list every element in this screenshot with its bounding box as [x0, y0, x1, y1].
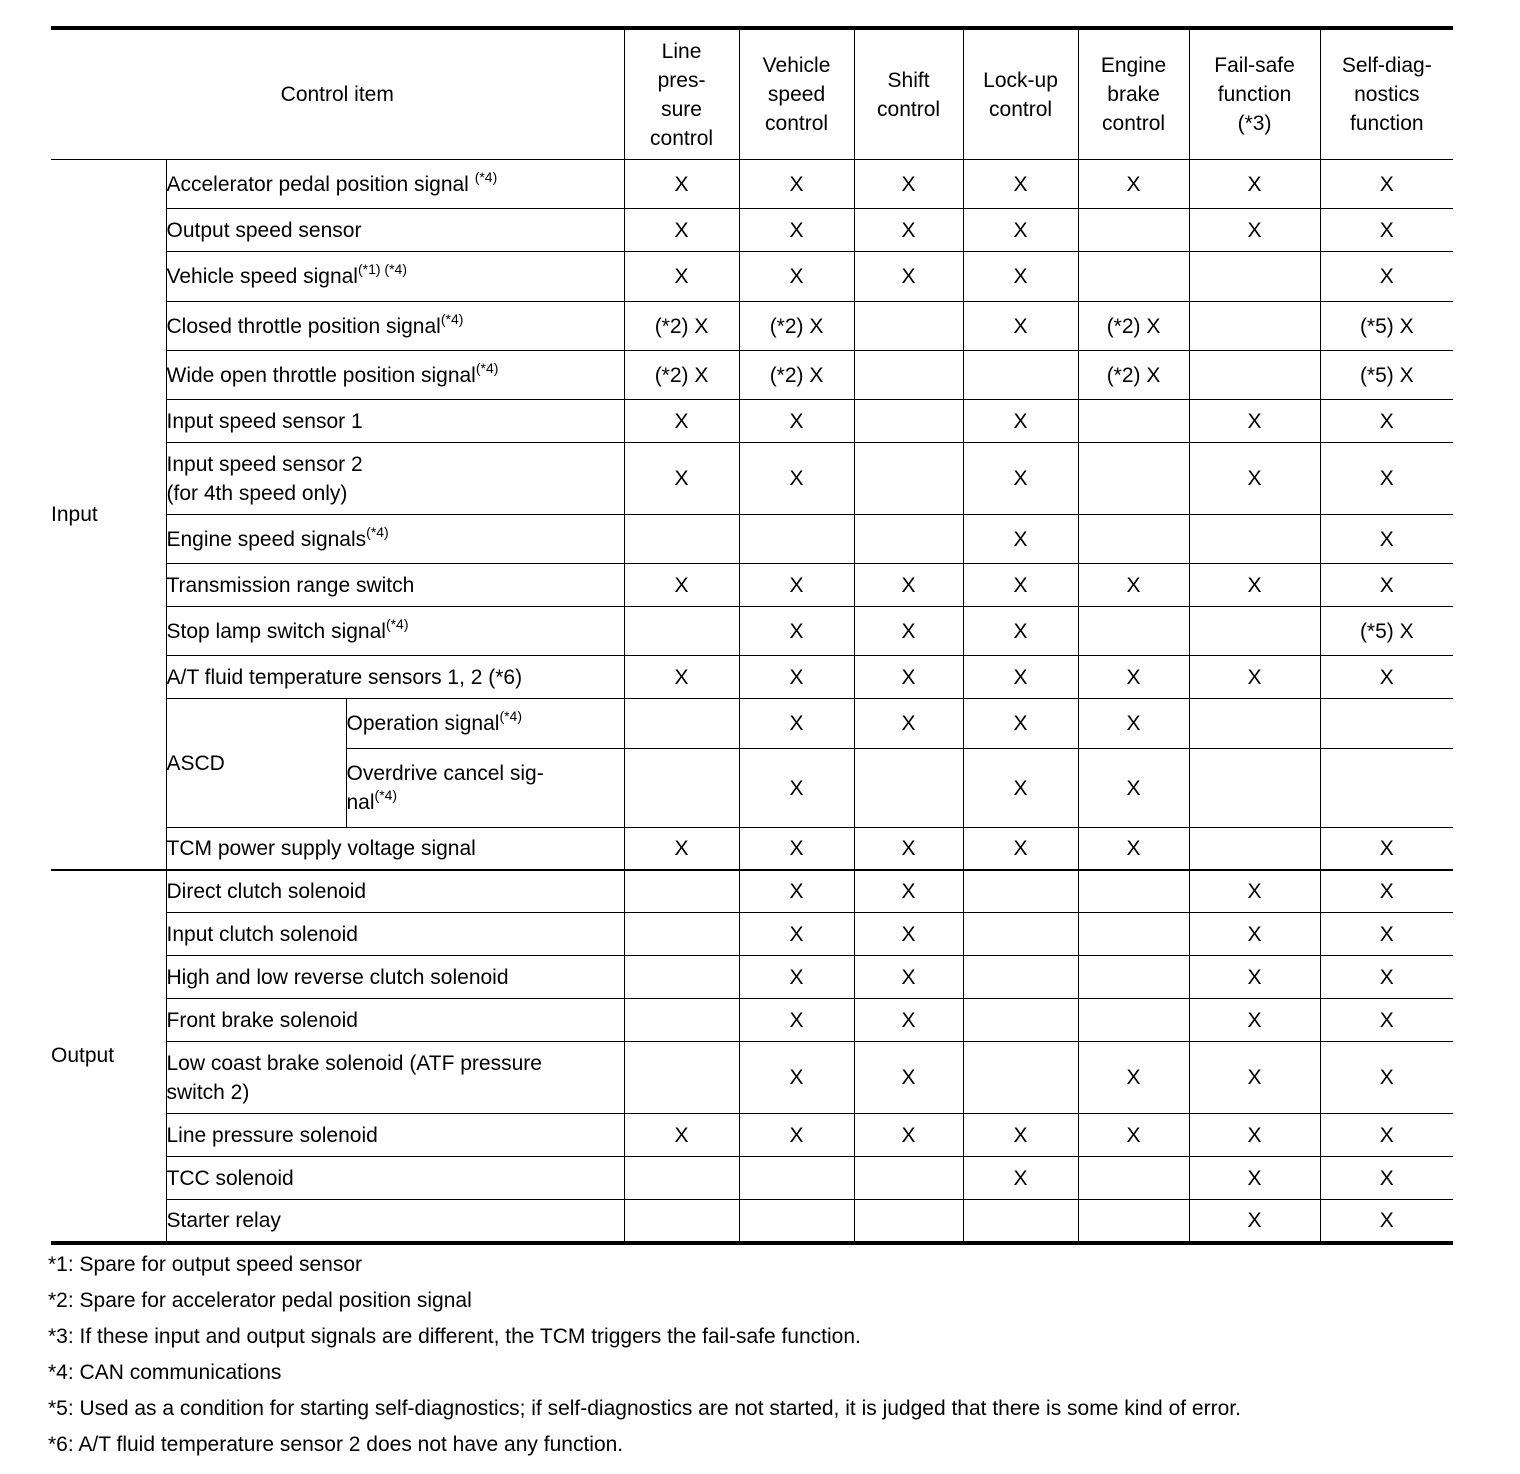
table-cell [963, 1200, 1078, 1243]
table-cell: X [963, 699, 1078, 749]
table-cell: (*2) X [624, 302, 739, 351]
table-cell: X [854, 956, 963, 999]
table-cell: X [739, 870, 854, 913]
table-cell [1189, 749, 1320, 828]
table-cell [854, 302, 963, 351]
row-label: Front brake solenoid [166, 999, 624, 1042]
table-cell: (*2) X [739, 302, 854, 351]
table-cell: X [1078, 1042, 1189, 1114]
table-cell: X [963, 515, 1078, 564]
table-cell [854, 1200, 963, 1243]
table-cell: X [624, 252, 739, 302]
table-cell: X [963, 443, 1078, 515]
table-cell: X [1078, 160, 1189, 209]
control-item-header: Control item [51, 28, 624, 160]
table-cell [739, 1200, 854, 1243]
table-cell [854, 351, 963, 400]
table-row [51, 828, 1453, 870]
table-row [51, 1042, 1453, 1114]
output-group-label: Output [51, 870, 166, 1243]
table-cell: X [1078, 1114, 1189, 1157]
footnote: *6: A/T fluid temperature sensor 2 does not have any function. [48, 1433, 624, 1456]
table-cell [854, 1157, 963, 1200]
table-cell [1189, 515, 1320, 564]
row-label: Input clutch solenoid [166, 913, 624, 956]
table-cell: X [624, 656, 739, 699]
table-cell: X [963, 1114, 1078, 1157]
table-cell [854, 749, 963, 828]
table-cell [963, 956, 1078, 999]
table-cell: X [739, 999, 854, 1042]
table-cell: X [1320, 564, 1453, 607]
footnote: *1: Spare for output speed sensor [48, 1253, 363, 1276]
table-cell: X [624, 400, 739, 443]
table-cell [963, 913, 1078, 956]
row-label: Input speed sensor 2 (for 4th speed only) [166, 443, 624, 515]
row-label: Input speed sensor 1 [166, 400, 624, 443]
table-cell: X [624, 209, 739, 252]
table-cell: X [739, 656, 854, 699]
row-label: Closed throttle position signal$^{(*4)}$ [166, 302, 624, 351]
table-cell [963, 1042, 1078, 1114]
row-label: Transmission range switch [166, 564, 624, 607]
table-row [51, 956, 1453, 999]
table-cell [1078, 1157, 1189, 1200]
table-cell [1078, 515, 1189, 564]
table-cell: X [963, 749, 1078, 828]
table-cell [1078, 209, 1189, 252]
table-cell: X [1320, 999, 1453, 1042]
table-row [51, 160, 1453, 209]
shift-control-header: Shift control [854, 28, 963, 160]
footnote: *4: CAN communications [48, 1361, 282, 1384]
table-cell: X [1078, 828, 1189, 870]
line-pressure-control-header: Line pres- sure control [624, 28, 739, 160]
table-cell: X [1189, 913, 1320, 956]
table-cell [1078, 607, 1189, 656]
table-cell: X [963, 400, 1078, 443]
table-cell: X [1189, 209, 1320, 252]
table-cell: X [1078, 749, 1189, 828]
table-cell: X [854, 999, 963, 1042]
table-row [51, 564, 1453, 607]
table-cell [1078, 252, 1189, 302]
table-row [51, 607, 1453, 656]
table-cell: X [1078, 699, 1189, 749]
table-cell: X [1320, 956, 1453, 999]
table-cell: X [1320, 400, 1453, 443]
table-cell: X [1320, 209, 1453, 252]
table-row [51, 1200, 1453, 1243]
table-cell: X [854, 607, 963, 656]
table-cell: X [739, 749, 854, 828]
table-cell: X [1189, 443, 1320, 515]
table-cell: X [1320, 160, 1453, 209]
table-cell: X [1189, 1042, 1320, 1114]
table-row [51, 443, 1453, 515]
table-cell [739, 515, 854, 564]
table-cell: (*2) X [1078, 351, 1189, 400]
table-cell [624, 956, 739, 999]
footnotes [48, 1247, 1468, 1463]
table-cell: X [739, 699, 854, 749]
table-cell: X [624, 564, 739, 607]
row-label: Wide open throttle position signal$^{(*4)}$ [166, 351, 624, 400]
table-cell [1189, 607, 1320, 656]
table-cell: X [854, 913, 963, 956]
row-label: Stop lamp switch signal$^{(*4)}$ [166, 607, 624, 656]
table-cell: (*2) X [1078, 302, 1189, 351]
table-cell: X [1189, 656, 1320, 699]
lock-up-control-header: Lock-up control [963, 28, 1078, 160]
table-cell: X [854, 252, 963, 302]
table-cell [624, 870, 739, 913]
row-label: TCC solenoid [166, 1157, 624, 1200]
table-cell [1189, 302, 1320, 351]
table-cell: X [739, 828, 854, 870]
table-row [51, 252, 1453, 302]
table-cell: X [1320, 443, 1453, 515]
table-cell: X [1189, 870, 1320, 913]
table-row [51, 302, 1453, 351]
row-label: Accelerator pedal position signal $^{(*4)}$ [166, 160, 624, 209]
table-cell [1189, 699, 1320, 749]
table-row [51, 870, 1453, 913]
table-cell: X [854, 564, 963, 607]
table-cell [854, 515, 963, 564]
table-cell: X [739, 1114, 854, 1157]
table-cell: X [963, 607, 1078, 656]
table-cell: X [1189, 1200, 1320, 1243]
table-cell: X [739, 1042, 854, 1114]
table-cell: X [963, 564, 1078, 607]
table-cell [1078, 443, 1189, 515]
table-cell: X [739, 443, 854, 515]
table-cell: X [854, 699, 963, 749]
table-cell: X [854, 656, 963, 699]
footnote-ref: (*4) [475, 359, 499, 376]
table-cell: X [963, 656, 1078, 699]
table-cell: X [854, 160, 963, 209]
row-label: Output speed sensor [166, 209, 624, 252]
table-cell: X [739, 956, 854, 999]
footnote-ref: (*4) [474, 168, 498, 185]
self-diagnostics-function-header: Self-diag- nostics function [1320, 28, 1453, 160]
table-header-row [51, 28, 1453, 160]
table-cell: X [854, 870, 963, 913]
table-cell [624, 1042, 739, 1114]
ascd-group-label: ASCD [166, 699, 346, 828]
row-label: Overdrive cancel sig- nal$^{(*4)}$ [346, 749, 624, 828]
table-cell: X [739, 564, 854, 607]
row-label: Vehicle speed signal$^{(*1) (*4)}$ [166, 252, 624, 302]
table-cell: X [1320, 1042, 1453, 1114]
table-cell [1320, 749, 1453, 828]
table-cell: X [854, 1042, 963, 1114]
table-cell: (*5) X [1320, 302, 1453, 351]
table-cell [963, 351, 1078, 400]
table-row [51, 699, 1453, 749]
footnote: *5: Used as a condition for starting self-diagnostics; if self-diagnostics are not started, it is judged that there is some kind of error. [48, 1397, 1241, 1420]
table-cell: X [854, 209, 963, 252]
table-cell: X [963, 160, 1078, 209]
fail-safe-function-header: Fail-safe function (*3) [1189, 28, 1320, 160]
engine-brake-control-header: Engine brake control [1078, 28, 1189, 160]
table-cell: X [1078, 656, 1189, 699]
row-label: Direct clutch solenoid [166, 870, 624, 913]
table-cell: X [1189, 1157, 1320, 1200]
table-cell: X [1320, 1200, 1453, 1243]
footnote: *3: If these input and output signals are different, the TCM triggers the fail-safe function. [48, 1325, 861, 1348]
table-cell [624, 999, 739, 1042]
table-row [51, 1157, 1453, 1200]
table-cell: X [739, 160, 854, 209]
table-cell: X [963, 1157, 1078, 1200]
table-cell: X [1320, 1114, 1453, 1157]
table-cell [624, 913, 739, 956]
footnote-ref: (*4) [499, 708, 522, 724]
row-label: Engine speed signals$^{(*4)}$ [166, 515, 624, 564]
footnote: *2: Spare for accelerator pedal position signal [48, 1289, 472, 1312]
table-cell: X [1320, 252, 1453, 302]
row-label: Low coast brake solenoid (ATF pressure switch 2) [166, 1042, 624, 1114]
table-cell: X [1189, 564, 1320, 607]
footnote-ref: (*4) [374, 787, 398, 803]
table-cell [624, 699, 739, 749]
table-row [51, 515, 1453, 564]
table-cell [854, 400, 963, 443]
table-cell: X [1189, 1114, 1320, 1157]
table-cell: X [739, 607, 854, 656]
table-row [51, 913, 1453, 956]
table-row [51, 209, 1453, 252]
row-label: Starter relay [166, 1200, 624, 1243]
table-cell [624, 1157, 739, 1200]
table-cell: X [739, 252, 854, 302]
table-cell: X [963, 252, 1078, 302]
table-cell [624, 515, 739, 564]
table-cell [1078, 870, 1189, 913]
table-cell: X [854, 828, 963, 870]
table-cell: X [624, 160, 739, 209]
table-cell [1189, 351, 1320, 400]
table-row [51, 400, 1453, 443]
table-cell: X [1320, 656, 1453, 699]
table-cell: X [1320, 870, 1453, 913]
table-cell: (*5) X [1320, 607, 1453, 656]
table-cell [739, 1157, 854, 1200]
table-cell: X [1189, 956, 1320, 999]
table-row [51, 999, 1453, 1042]
table-cell: X [1189, 400, 1320, 443]
table-cell: (*2) X [739, 351, 854, 400]
row-label: A/T fluid temperature sensors 1, 2 (*6) [166, 656, 624, 699]
table-cell: X [739, 400, 854, 443]
input-group-label: Input [51, 160, 166, 870]
table-row [51, 351, 1453, 400]
table-cell [624, 749, 739, 828]
table-cell [624, 607, 739, 656]
table-cell: X [1320, 1157, 1453, 1200]
control-item-table [51, 26, 1453, 1245]
table-cell: (*2) X [624, 351, 739, 400]
table-body [51, 160, 1453, 1243]
table-cell: X [1320, 828, 1453, 870]
table-cell: X [1320, 913, 1453, 956]
table-cell: X [624, 443, 739, 515]
table-row [51, 656, 1453, 699]
table-cell [1078, 956, 1189, 999]
table-cell [854, 443, 963, 515]
row-label: TCM power supply voltage signal [166, 828, 624, 870]
footnote-ref: (*1) (*4) [357, 261, 407, 277]
table-cell: X [739, 913, 854, 956]
footnote-ref: (*4) [366, 523, 389, 540]
table-cell: X [963, 302, 1078, 351]
table-cell: (*5) X [1320, 351, 1453, 400]
footnote-ref: (*4) [385, 615, 409, 632]
table-cell: X [963, 209, 1078, 252]
table-cell: X [739, 209, 854, 252]
row-label: Operation signal$^{(*4)}$ [346, 699, 624, 749]
table-cell [963, 870, 1078, 913]
table-cell: X [963, 828, 1078, 870]
table-cell [1078, 913, 1189, 956]
row-label: Line pressure solenoid [166, 1114, 624, 1157]
table-cell: X [1189, 160, 1320, 209]
table-cell: X [624, 1114, 739, 1157]
table-row [51, 1114, 1453, 1157]
vehicle-speed-control-header: Vehicle speed control [739, 28, 854, 160]
footnote-ref: (*4) [440, 310, 464, 327]
table-cell [1078, 999, 1189, 1042]
table-cell: X [854, 1114, 963, 1157]
table-cell: X [624, 828, 739, 870]
table-cell: X [1078, 564, 1189, 607]
table-cell [1320, 699, 1453, 749]
table-cell [1189, 252, 1320, 302]
table-cell [1189, 828, 1320, 870]
table-cell: X [1189, 999, 1320, 1042]
table-cell [1078, 400, 1189, 443]
row-label: High and low reverse clutch solenoid [166, 956, 624, 999]
table-cell: X [1320, 515, 1453, 564]
table-cell [963, 999, 1078, 1042]
table-cell [1078, 1200, 1189, 1243]
table-cell [624, 1200, 739, 1243]
